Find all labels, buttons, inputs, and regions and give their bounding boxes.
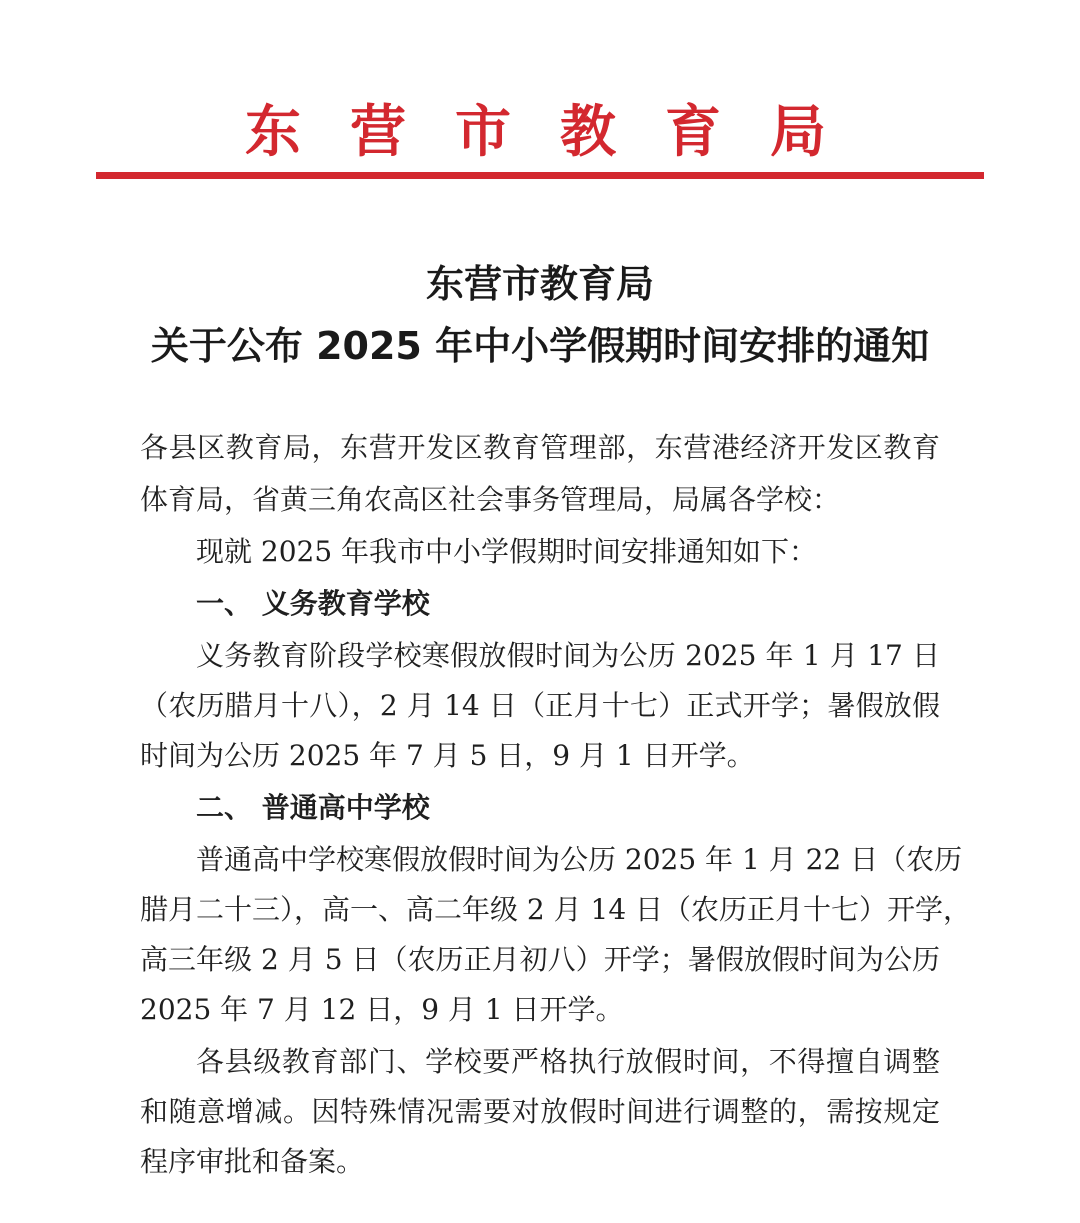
closing-line-1: 各县级教育部门、学校要严格执行放假时间，不得擅自调整 — [196, 1045, 940, 1078]
section-heading-high-school: 二、 普通高中学校 — [196, 791, 430, 824]
notice-title-line-2: 关于公布 2025 年中小学假期时间安排的通知 — [150, 324, 930, 368]
closing-line-3: 程序审批和备案。 — [140, 1145, 365, 1178]
letterhead-red-rule — [96, 172, 984, 179]
section-heading-compulsory: 一、 义务教育学校 — [196, 587, 430, 620]
addressee-line-2: 体育局，省黄三角农高区社会事务管理局，局属各学校： — [140, 483, 841, 516]
section-1-line-2: （农历腊月十八），2 月 14 日（正月十七）正式开学；暑假放假 — [140, 689, 940, 722]
section-2-line-2: 腊月二十三），高一、高二年级 2 月 14 日（农历正月十七）开学， — [140, 893, 972, 926]
section-1-line-1: 义务教育阶段学校寒假放假时间为公历 2025 年 1 月 17 日 — [196, 639, 940, 672]
intro-paragraph: 现就 2025 年我市中小学假期时间安排通知如下： — [196, 535, 818, 568]
addressee-line-1: 各县区教育局，东营开发区教育管理部，东营港经济开发区教育 — [140, 431, 940, 464]
closing-line-2: 和随意增减。因特殊情况需要对放假时间进行调整的，需按规定 — [140, 1095, 940, 1128]
notice-title-line-1: 东营市教育局 — [425, 262, 654, 306]
section-2-line-3: 高三年级 2 月 5 日（农历正月初八）开学；暑假放假时间为公历 — [140, 943, 940, 976]
section-2-line-1: 普通高中学校寒假放假时间为公历 2025 年 1 月 22 日（农历 — [196, 843, 963, 876]
letterhead-title: 东营市教育局 — [245, 99, 875, 165]
section-1-line-3: 时间为公历 2025 年 7 月 5 日，9 月 1 日开学。 — [140, 739, 755, 772]
section-2-line-4: 2025 年 7 月 12 日，9 月 1 日开学。 — [140, 993, 624, 1026]
